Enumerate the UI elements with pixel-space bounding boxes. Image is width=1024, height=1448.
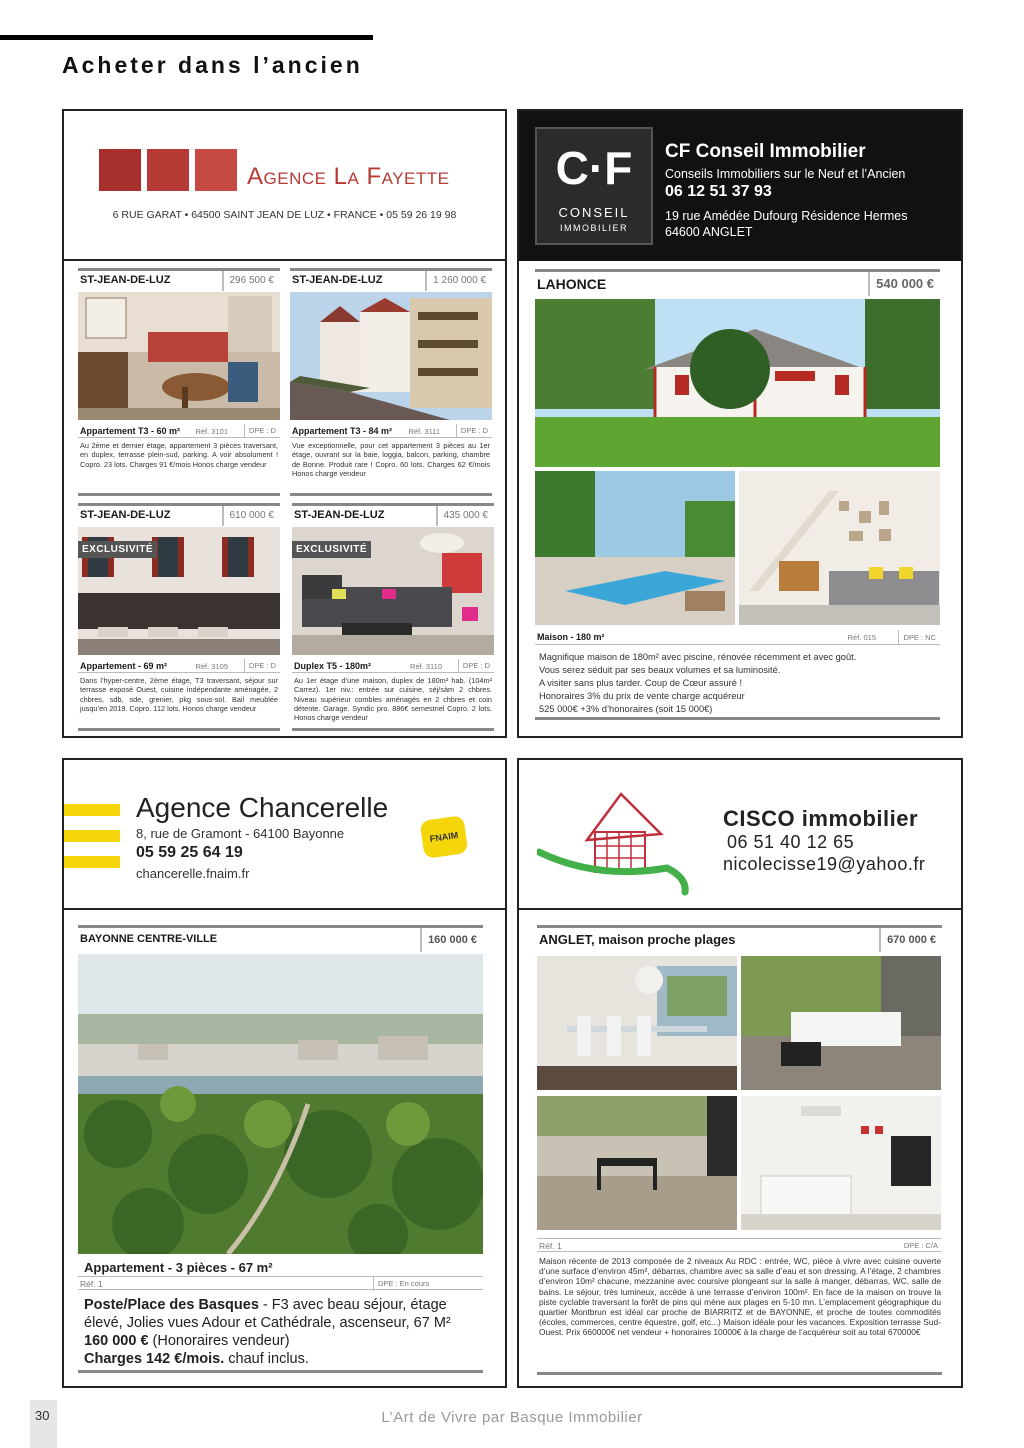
listing-photo-bayonne-view	[78, 954, 483, 1254]
exclusivity-badge: EXCLUSIVITÉ	[78, 541, 157, 558]
description-text: (Honoraires vendeur)	[148, 1333, 290, 1349]
listing-city: ST-JEAN-DE-LUZ	[80, 509, 171, 521]
listing-meta	[537, 1238, 942, 1252]
listing-dpe: DPE : NC	[898, 630, 940, 645]
cf-logo-letters: C·F	[555, 142, 633, 194]
description-line: Vous serez séduit par ses beaux volumes et sa luminosité.	[539, 665, 781, 675]
lafayette-header	[64, 111, 505, 261]
chancerelle-stripes	[64, 804, 120, 874]
cf-panel	[517, 109, 963, 738]
listing-price: 435 000 €	[436, 506, 495, 526]
listing-description	[84, 1296, 484, 1368]
listing-header	[535, 269, 940, 293]
description-line	[84, 1296, 484, 1332]
listing-title: Appartement T3 - 60 m²	[80, 426, 181, 436]
listing-dpe: DPE : D	[458, 659, 494, 673]
cf-logo-sub1: CONSEIL	[558, 205, 630, 220]
exclusivity-badge: EXCLUSIVITÉ	[292, 541, 371, 558]
cisco-header	[519, 760, 961, 910]
fnaim-badge: FNAIM	[420, 815, 469, 859]
listing-bottom-rule	[78, 493, 280, 496]
listing-description	[539, 651, 939, 716]
listing-title: Maison - 180 m²	[537, 632, 605, 642]
chancerelle-phone: 05 59 25 64 19	[136, 844, 243, 861]
listing-meta	[78, 424, 280, 438]
cf-name: CF Conseil Immobilier	[665, 141, 866, 162]
listing-dpe: DPE : D	[244, 424, 280, 438]
listing-photo-basque-house	[535, 299, 940, 467]
listing-description: Au 1er étage d’une maison, duplex de 180m² hab. (104m² Carrez). 1er niv.: entrée sur cuisine, séj/sàm 2 chbres. Niveau supérieur combles aménagés en 2 chbres et coin détente. Garage. Syndic pro. 886€ semestriel Copro. 2 lots. Honos charge vendeur	[294, 676, 492, 723]
chancerelle-website[interactable]: chancerelle.fnaim.fr	[136, 866, 250, 881]
listing-ref: Réf. 1	[80, 1279, 103, 1289]
listing-header	[78, 268, 280, 288]
listing-city: ST-JEAN-DE-LUZ	[294, 509, 385, 521]
lafayette-panel	[62, 109, 507, 738]
listing-city: ST-JEAN-DE-LUZ	[292, 274, 383, 286]
listing-photo-deck	[537, 1096, 737, 1230]
listing-photo-dining	[537, 956, 737, 1090]
listing-city: ST-JEAN-DE-LUZ	[80, 274, 171, 286]
cf-tagline: Conseils Immobiliers sur le Neuf et l’Ancien	[665, 167, 906, 181]
description-line: 525 000€ +3% d’honoraires (soit 15 000€)	[539, 704, 713, 714]
cisco-name: CISCO immobilier	[723, 806, 919, 831]
lafayette-name: Agence La Fayette	[247, 163, 450, 190]
listing-bottom-rule	[78, 728, 280, 731]
cf-phone: 06 12 51 37 93	[665, 183, 772, 200]
chancerelle-header	[64, 760, 505, 910]
listing-price: 610 000 €	[222, 506, 281, 526]
cisco-house-logo	[537, 788, 697, 898]
chancerelle-panel	[62, 758, 507, 1388]
listing-city: BAYONNE CENTRE-VILLE	[80, 933, 218, 945]
cisco-phone: 06 51 40 12 65	[727, 832, 855, 852]
listing-meta	[535, 630, 940, 645]
description-text: chauf inclus.	[224, 1351, 309, 1367]
listing-photo-living-room	[78, 292, 280, 420]
description-text: - F3 avec beau séjour, étage élevé, Jolies vues Adour et Cathédrale, ascenseur, 67 M²	[84, 1297, 451, 1331]
listing-price: 540 000 €	[868, 272, 940, 296]
listing-bottom-rule	[535, 717, 940, 720]
listing-ref: Réf. 3105	[195, 662, 228, 671]
description-line: Honoraires 3% du prix de vente charge acquéreur	[539, 691, 745, 701]
listing-meta	[290, 424, 492, 438]
listing-header	[78, 925, 483, 949]
lafayette-address: 6 RUE GARAT • 64500 SAINT JEAN DE LUZ • FRANCE • 05 59 26 19 98	[112, 209, 457, 221]
listing-ref: Réf. 3111	[408, 427, 440, 436]
listing-ref: Réf. 3101	[195, 427, 228, 436]
cf-address-line2: 64600 ANGLET	[665, 225, 753, 239]
section-title: Acheter dans l’ancien	[62, 52, 363, 78]
listing-bottom-rule	[537, 1372, 942, 1375]
listing-photo-terrace-sofa	[741, 956, 941, 1090]
listing-header	[290, 268, 492, 288]
listing-meta	[292, 659, 494, 673]
description-line: Magnifique maison de 180m² avec piscine, rénovée récemment et avec goût.	[539, 652, 857, 662]
listing-dpe: DPE : D	[244, 659, 280, 673]
listing-photo-pool	[535, 471, 735, 625]
listing-price: 1 260 000 €	[425, 271, 492, 291]
listing-title: Appartement - 3 pièces - 67 m²	[84, 1260, 273, 1275]
listing-dpe: DPE : C/A	[903, 1241, 938, 1250]
listing-description: Vue exceptionnelle, pour cet appartement 3 pièces au 1er étage, ouvrant sur la baie, loggia, balcon, parking, chambre de Bonne. Produit rare ! Copro. 60 lots. Charges 62 €/mois Honos charge vendeur	[292, 441, 490, 478]
listing-dpe: DPE : En cours	[373, 1277, 483, 1291]
description-line: A visiter sans plus tarder. Coup de Cœur assuré !	[539, 678, 743, 688]
lafayette-logo	[99, 149, 499, 193]
listing-photo-street-building	[290, 292, 492, 420]
listing-ref: Réf. 3110	[410, 662, 442, 671]
chancerelle-name: Agence Chancerelle	[136, 792, 389, 823]
listing-price: 160 000 €	[420, 928, 483, 952]
cisco-panel	[517, 758, 963, 1388]
listing-photo-lounge	[292, 527, 494, 655]
listing-photo-lounge-fireplace	[741, 1096, 941, 1230]
page-footer: L’Art de Vivre par Basque Immobilier	[381, 1409, 643, 1426]
description-line	[84, 1332, 484, 1350]
cf-address-line1: 19 rue Amédée Dufourg Résidence Hermes	[665, 209, 908, 223]
chancerelle-address: 8, rue de Gramont - 64100 Bayonne	[136, 826, 345, 841]
listing-meta	[78, 659, 280, 673]
listing-header	[292, 503, 494, 523]
listing-description: Au 2ème et dernier étage, appartement 3 pièces traversant, en duplex, terrasse plein-sud, parking. A voir absolument ! Copro. 23 lots. Charges 91 €/mois Honos charge vendeur	[80, 441, 278, 469]
listing-header	[78, 503, 280, 523]
listing-ref: Réf. 1	[539, 1241, 562, 1251]
cf-logo-sub2: IMMOBILIER	[559, 223, 628, 233]
listing-header	[537, 925, 942, 949]
listing-title: Appartement T3 - 84 m²	[292, 426, 393, 436]
listing-title: Appartement - 69 m²	[80, 661, 168, 671]
cf-header	[519, 111, 961, 261]
listing-price: 296 500 €	[222, 271, 281, 291]
listing-dpe: DPE : D	[456, 424, 492, 438]
listing-photo-staircase-living	[739, 471, 940, 625]
listing-description: Dans l’hyper-centre, 2ème étage, T3 traversant, séjour sur terrasse exposé Ouest, cuisine indépendante aménagée, 2 chbres, sdb, sde, grenier, pkg sous-sol. Bail meublée jusqu’en 2019. Copro. 112 lots. Honos charge vendeur	[80, 676, 278, 713]
listing-photo-facade-terrace	[78, 527, 280, 655]
cisco-email[interactable]: nicolecisse19@yahoo.fr	[723, 854, 926, 874]
listing-bottom-rule	[78, 1370, 483, 1373]
listing-description: Maison récente de 2013 composée de 2 niveaux Au RDC : entrée, WC, pièce à vivre avec cuisine ouverte d’une surface d’environ 45m², débarras, chambre avec sa salle d’eau et son dressing. A l’étage, 2 chambres d’environ 10m² chacune, mezzanine avec coursive plongeant sur la salle à manger, débarras, WC, salle de bains. Le séjour, très lumineux, accède à une terrasse d’environ 100m². En face de la maison on trouve la piste cyclable traversant la forêt de pins qui mène aux plages en 5-10 mn. L’emplacement géographique du quartier Montbrun est idéal car proche de BIARRITZ et de BAYONNE, et proche de toutes commodités (écoles, commerces, centre équestre, golf, etc...) Maison idéale pour les vacances. Exposition terrasse Sud-Ouest. Prix 660000€ net vendeur + honoraires 10000€ à la charge de l’acquéreur soit au total 670000€	[539, 1256, 941, 1338]
listing-title: Duplex T5 - 180m²	[294, 661, 372, 671]
page-number: 30	[30, 1400, 57, 1448]
listing-city: ANGLET, maison proche plages	[539, 932, 736, 947]
listing-meta	[78, 1276, 483, 1290]
top-rule	[0, 35, 373, 40]
listing-price: 670 000 €	[879, 928, 942, 952]
listing-bottom-rule	[292, 728, 494, 731]
listing-city: LAHONCE	[537, 276, 607, 292]
description-highlight: Poste/Place des Basques	[84, 1297, 259, 1313]
listing-bottom-rule	[290, 493, 492, 496]
description-highlight: Charges 142 €/mois.	[84, 1351, 225, 1367]
listing-ref: Réf. 015	[847, 633, 876, 642]
description-line	[84, 1350, 484, 1368]
description-highlight: 160 000 €	[84, 1333, 149, 1349]
cf-logo	[535, 127, 653, 245]
